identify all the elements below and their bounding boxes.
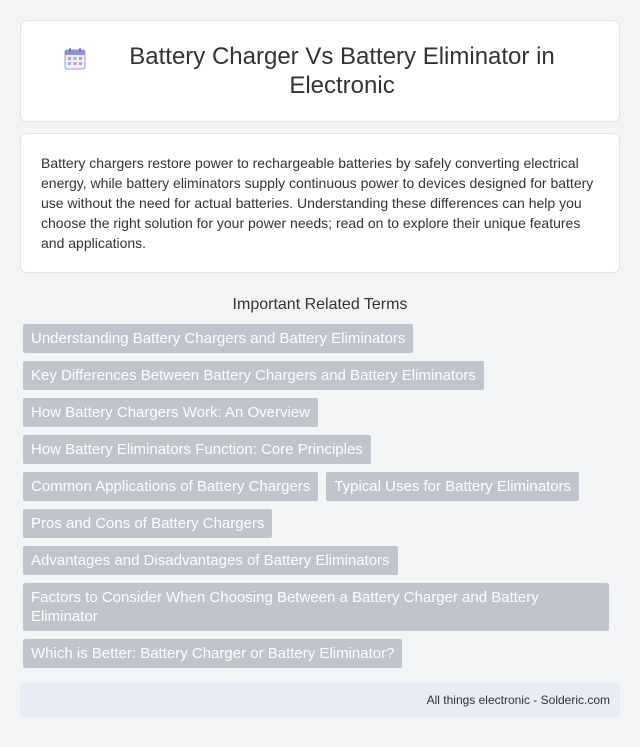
- intro-card: [20, 133, 620, 273]
- calendar-icon: [63, 47, 87, 71]
- title-wrap: [63, 42, 577, 100]
- term-tag[interactable]: Pros and Cons of Battery Chargers: [23, 509, 272, 538]
- term-tag[interactable]: Key Differences Between Battery Chargers and Battery Eliminators: [23, 361, 484, 390]
- intro-text: Battery chargers restore power to rechargeable batteries by safely converting electrical energy, while battery eliminators supply continuous power to devices designed for battery use without the need for actual batteries. Understanding these differences can help you choose the right solution for your power needs; read on to explore their unique features and applications.: [41, 155, 594, 251]
- footer: [20, 683, 620, 717]
- footer-text: All things electronic - Solderic.com: [426, 693, 610, 707]
- term-tag[interactable]: Typical Uses for Battery Eliminators: [326, 472, 579, 501]
- term-tag[interactable]: How Battery Eliminators Function: Core Principles: [23, 435, 371, 464]
- term-tag[interactable]: How Battery Chargers Work: An Overview: [23, 398, 318, 427]
- related-terms-list: [20, 324, 620, 676]
- title-card: [20, 20, 620, 122]
- term-tag[interactable]: Factors to Consider When Choosing Between a Battery Charger and Battery Eliminator: [23, 583, 609, 631]
- related-terms-heading: Important Related Terms: [232, 296, 408, 313]
- term-tag[interactable]: Understanding Battery Chargers and Battery Eliminators: [23, 324, 413, 353]
- term-tag[interactable]: Which is Better: Battery Charger or Battery Eliminator?: [23, 639, 402, 668]
- page-title: Battery Charger Vs Battery Eliminator in Electronic: [129, 43, 555, 99]
- term-tag[interactable]: Advantages and Disadvantages of Battery Eliminators: [23, 546, 398, 575]
- term-tag[interactable]: Common Applications of Battery Chargers: [23, 472, 318, 501]
